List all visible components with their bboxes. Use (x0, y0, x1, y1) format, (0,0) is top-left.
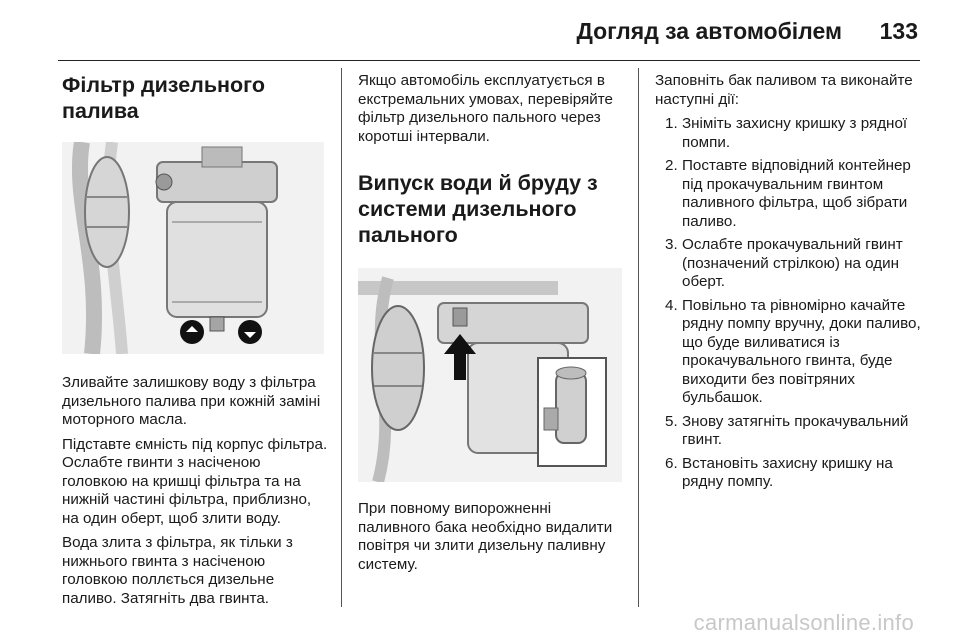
column-1 (62, 72, 330, 608)
bleed-screw-illustration (358, 268, 622, 482)
section-title: Догляд за автомобілем (576, 18, 842, 44)
intro-paragraph: Якщо автомобіль експлуатується в екстремальних умовах, перевіряйте фільтр дизельного пального через коротші інтервали. (358, 72, 613, 145)
steps-list (655, 115, 923, 492)
list-item (655, 297, 923, 408)
intro-paragraph: Заповніть бак паливом та виконайте наступні дії: (655, 72, 913, 108)
watermark: carmanualsonline.info (693, 610, 914, 635)
list-item (655, 115, 923, 152)
step-text: Поставте відповідний контейнер під прокачувальним гвинтом паливного фільтра, щоб зібрати паливо. (682, 157, 911, 230)
list-item (655, 455, 923, 492)
step-text: Зніміть захисну кришку з рядної помпи. (682, 115, 908, 151)
fuel-filter-heading: Фільтр дизельного палива (62, 73, 265, 123)
header-divider (58, 60, 920, 61)
fuel-filter-illustration (62, 142, 324, 354)
step-number: 5. (665, 412, 678, 430)
column-2 (358, 72, 626, 574)
step-number: 4. (665, 296, 678, 314)
list-item (655, 413, 923, 450)
paragraph: Вода злита з фільтра, як тільки з нижнього гвинта з насіченою головкою поллється дизельне паливо. Затягніть два гвинта. (62, 534, 293, 607)
list-item (655, 157, 923, 231)
list-item (655, 236, 923, 292)
column-3 (655, 72, 923, 497)
paragraph: Зливайте залишкову воду з фільтра дизельного палива при кожній заміні моторного масла. (62, 374, 321, 428)
paragraph: Підставте ємність під корпус фільтра. Ослабте гвинти з насіченою головкою на кришці фільтра та на нижній частині фільтра, приблизно, на один оберт, щоб злити воду. (62, 435, 328, 527)
step-number: 2. (665, 157, 678, 174)
column-divider-1 (341, 68, 342, 607)
step-text: Знову затягніть прокачувальний гвинт. (682, 412, 909, 448)
column-divider-2 (638, 68, 639, 607)
step-number: 1. (665, 115, 678, 132)
page-header (0, 0, 960, 62)
step-number: 6. (665, 454, 678, 472)
paragraph: При повному випорожненні паливного бака необхідно видалити повітря чи злити дизельну паливну систему. (358, 500, 613, 573)
step-text: Повільно та рівномірно качайте рядну помпу вручну, доки паливо, що буде виливатися із прокачувального гвинта, буде виходити без повітряних бульбашок. (682, 296, 921, 406)
page-number: 133 (879, 18, 918, 44)
step-text: Ослабте прокачувальний гвинт (позначений стрілкою) на один оберт. (682, 236, 903, 290)
step-text: Встановіть захисну кришку на рядну помпу. (682, 454, 893, 490)
water-drain-heading: Випуск води й бруду з системи дизельного пального (358, 171, 598, 247)
step-number: 3. (665, 236, 678, 253)
